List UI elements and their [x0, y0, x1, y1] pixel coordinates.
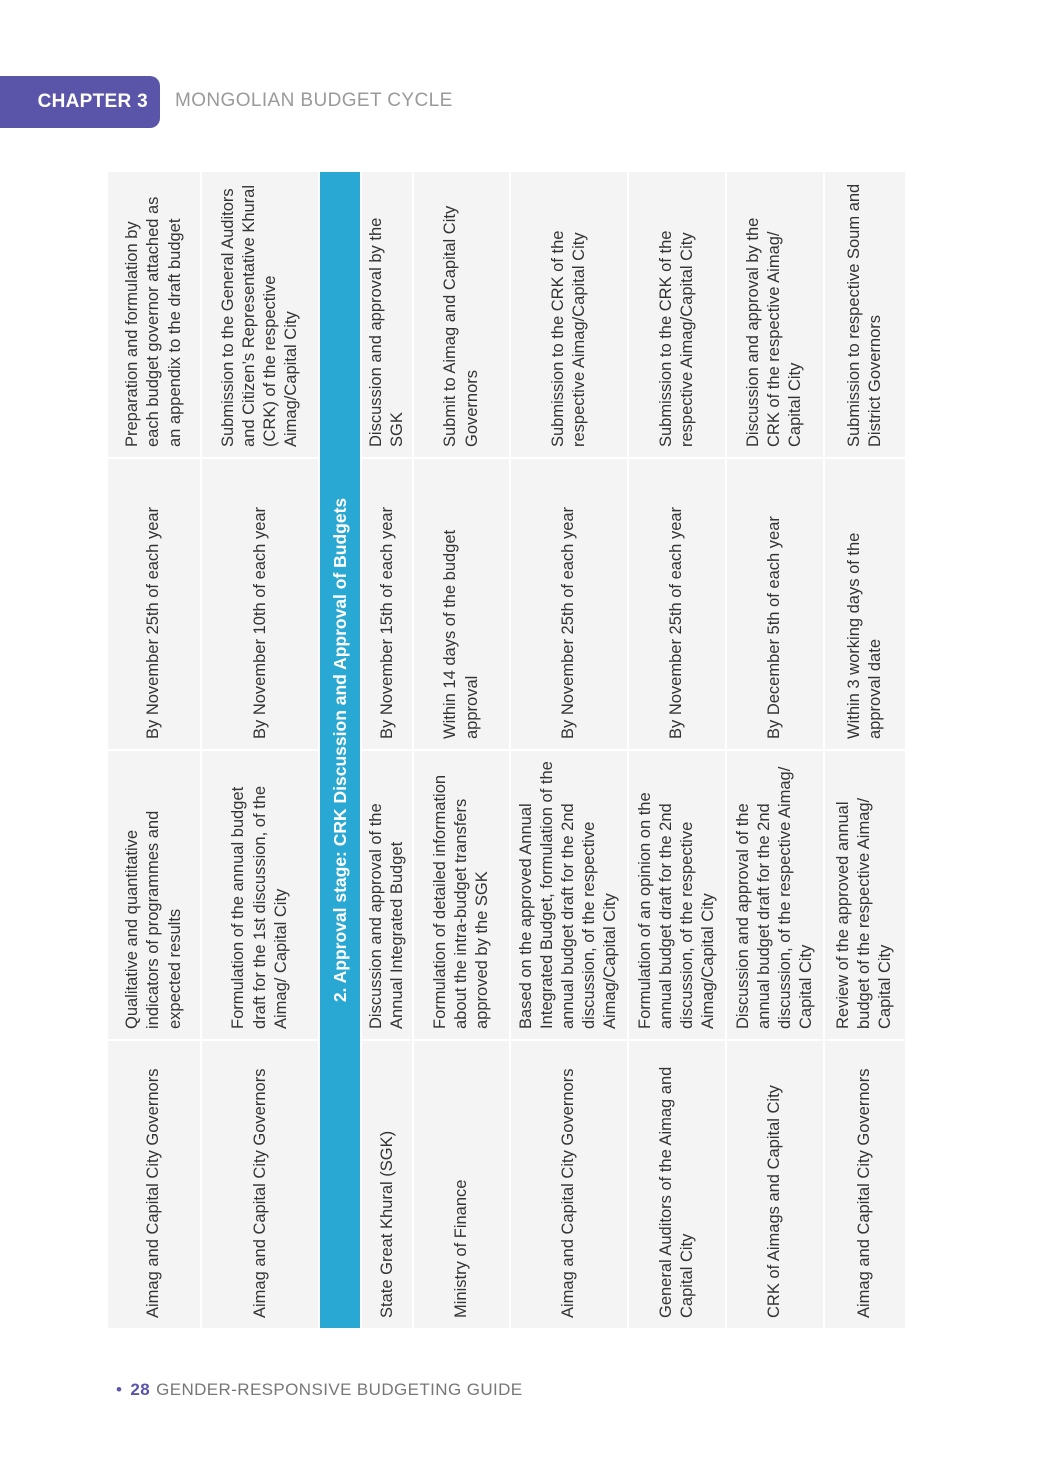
output-cell: Submit to Aimag and Capital City Governors: [414, 172, 508, 457]
actor-cell: Ministry of Finance: [414, 1041, 508, 1328]
activity-cell: Discussion and approval of the annual budget draft for the 2nd discussion, of the respective Aimag/ Capital City: [727, 751, 823, 1039]
actor-cell: General Auditors of the Aimag and Capital City: [629, 1041, 725, 1328]
activity-cell: Discussion and approval of the Annual Integrated Budget: [362, 751, 412, 1039]
page-footer: [116, 1380, 523, 1400]
output-cell: Discussion and approval by the SGK: [362, 172, 412, 457]
activity-cell: Based on the approved Annual Integrated Budget, formulation of the annual budget draft for the 2nd discussion, of the respective Aimag/Capital City: [511, 751, 627, 1039]
table-row: [202, 172, 318, 1328]
output-cell: Discussion and approval by the CRK of the respective Aimag/ Capital City: [727, 172, 823, 457]
table-row: [629, 172, 725, 1328]
table-row: [108, 172, 200, 1328]
actor-cell: Aimag and Capital City Governors: [511, 1041, 627, 1328]
output-cell: Submission to the CRK of the respective Aimag/Capital City: [629, 172, 725, 457]
page-number: 28: [130, 1380, 151, 1399]
table-row: [727, 172, 823, 1328]
deadline-cell: Within 3 working days of the approval date: [825, 459, 905, 749]
stage-2-title: 2. Approval stage: CRK Discussion and Approval of Budgets: [320, 172, 360, 1328]
output-cell: Submission to the General Auditors and Citizen’s Representative Khural (CRK) of the respective Aimag/Capital City: [202, 172, 318, 457]
table-row: [825, 172, 905, 1328]
deadline-cell: By November 10th of each year: [202, 459, 318, 749]
deadline-cell: By November 25th of each year: [629, 459, 725, 749]
deadline-cell: By November 25th of each year: [511, 459, 627, 749]
activity-cell: Review of the approved annual budget of the respective Aimag/ Capital City: [825, 751, 905, 1039]
activity-cell: Formulation of the annual budget draft for the 1st discussion, of the Aimag/ Capital City: [202, 751, 318, 1039]
deadline-cell: By November 15th of each year: [362, 459, 412, 749]
guide-title: GENDER-RESPONSIVE BUDGETING GUIDE: [156, 1380, 523, 1399]
actor-cell: Aimag and Capital City Governors: [825, 1041, 905, 1328]
table-row: [414, 172, 508, 1328]
chapter-label: CHAPTER 3: [37, 91, 148, 112]
deadline-cell: Within 14 days of the budget approval: [414, 459, 508, 749]
activity-cell: Formulation of an opinion on the annual budget draft for the 2nd discussion, of the respective Aimag/Capital City: [629, 751, 725, 1039]
table-row: [362, 172, 412, 1328]
deadline-cell: By November 25th of each year: [108, 459, 200, 749]
actor-cell: Aimag and Capital City Governors: [108, 1041, 200, 1328]
actor-cell: State Great Khural (SGK): [362, 1041, 412, 1328]
table-row: [511, 172, 627, 1328]
chapter-title: MONGOLIAN BUDGET CYCLE: [175, 90, 453, 111]
activity-cell: Formulation of detailed information about the intra-budget transfers approved by the SGK: [414, 751, 508, 1039]
stage-header-row: [320, 172, 360, 1328]
output-cell: Preparation and formulation by each budget governor attached as an appendix to the draft budget: [108, 172, 200, 457]
activity-cell: Qualitative and quantitative indicators of programmes and expected results: [108, 751, 200, 1039]
output-cell: Submission to respective Soum and District Governors: [825, 172, 905, 457]
chapter-tab: [0, 76, 160, 128]
deadline-cell: By December 5th of each year: [727, 459, 823, 749]
budget-cycle-table: [106, 174, 907, 1330]
actor-cell: Aimag and Capital City Governors: [202, 1041, 318, 1328]
output-cell: Submission to the CRK of the respective Aimag/Capital City: [511, 172, 627, 457]
footer-bullet: •: [116, 1380, 123, 1399]
actor-cell: CRK of Aimags and Capital City: [727, 1041, 823, 1328]
